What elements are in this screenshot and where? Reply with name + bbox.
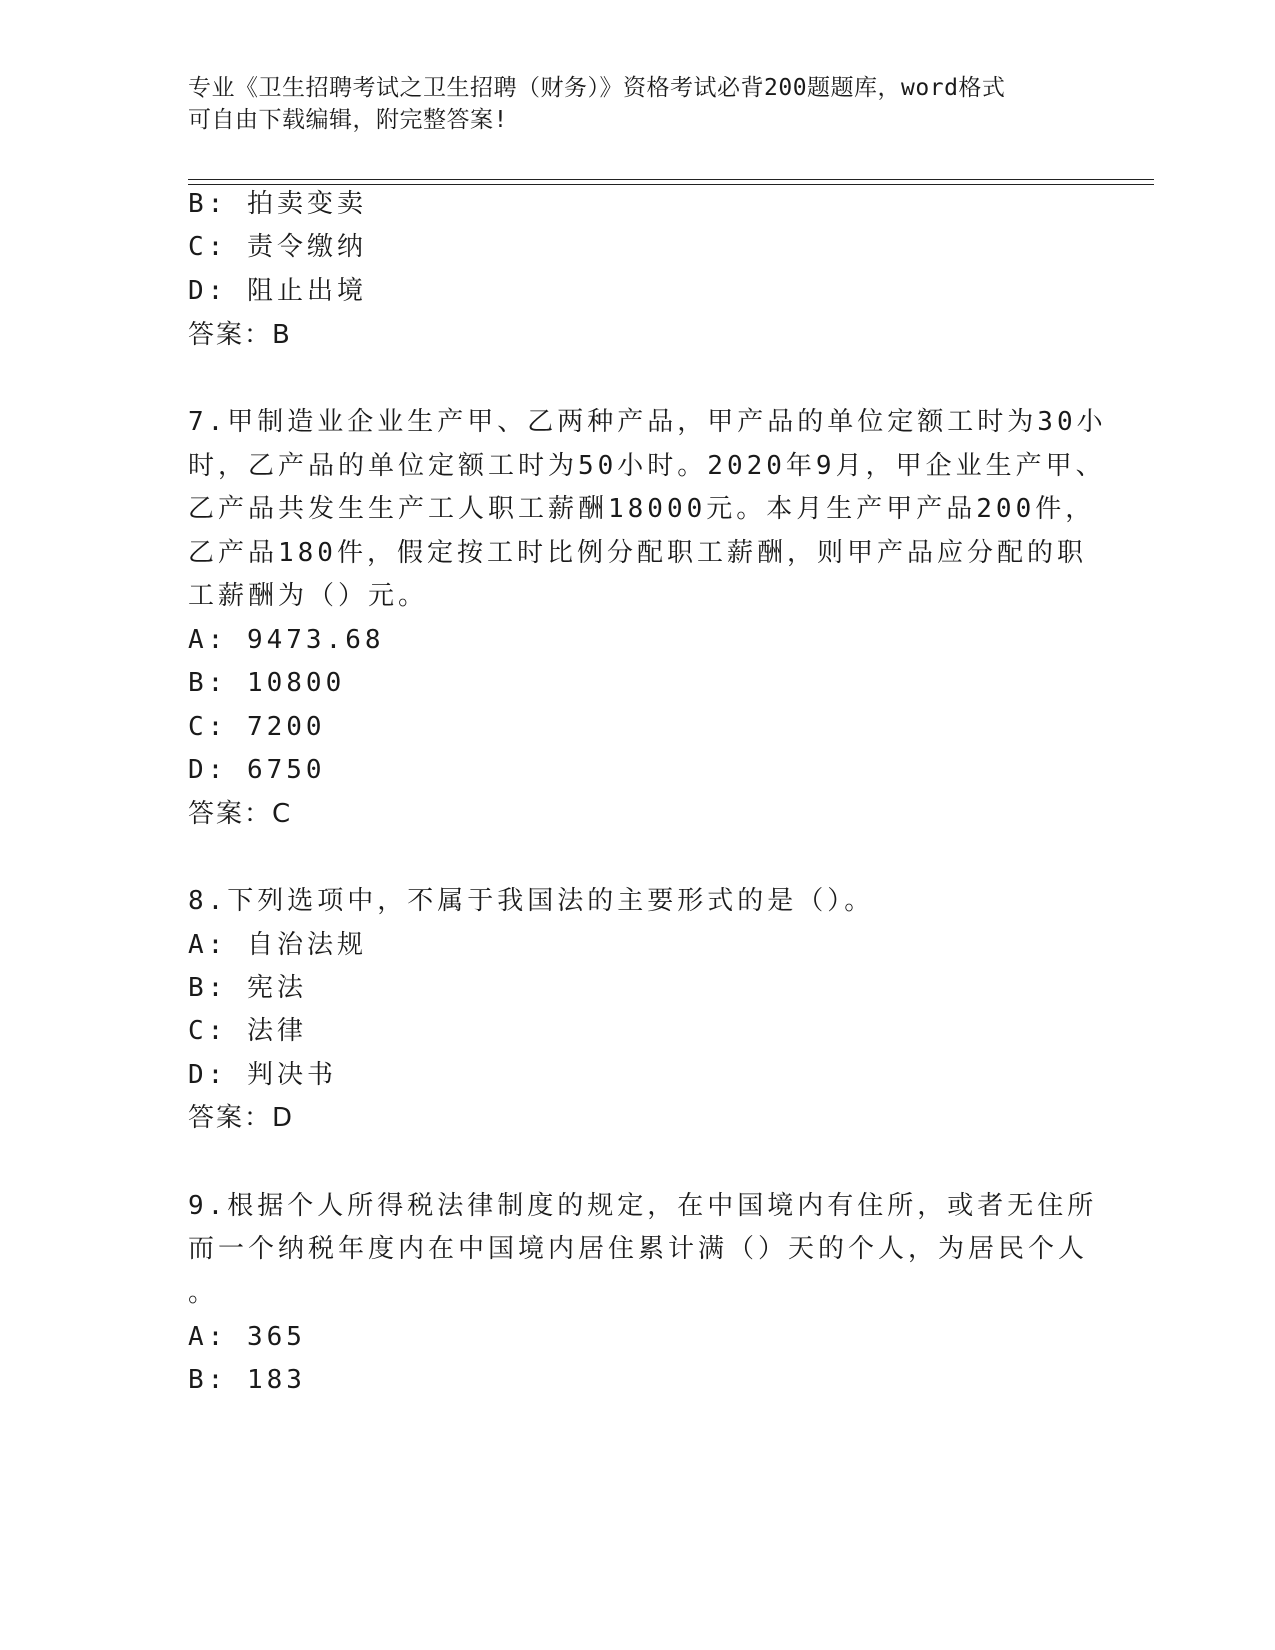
q7-answer: 答案：C [188,799,293,829]
q7-stem-line-3: 乙产品共发生生产工人职工薪酬18000元。本月生产甲产品200件， [188,494,1096,524]
q8-option-d: D: 判决书 [188,1060,337,1090]
q8-option-a: A: 自治法规 [188,930,367,960]
q8-stem: 8.下列选项中，不属于我国法的主要形式的是（）。 [188,886,875,916]
q9-stem-line-3: 。 [188,1278,219,1308]
q9-option-b: B: 183 [188,1365,306,1395]
q9-option-a: A: 365 [188,1322,306,1352]
q6-option-b: B: 拍卖变卖 [188,189,367,219]
q8-option-c: C: 法律 [188,1016,307,1046]
header-divider-top [188,179,1154,180]
q9-stem-line-2: 而一个纳税年度内在中国境内居住累计满（）天的个人，为居民个人 [188,1234,1089,1264]
q7-option-b: B: 10800 [188,668,346,698]
q6-option-d: D: 阻止出境 [188,276,367,306]
document-header [188,72,1068,136]
q8-answer: 答案：D [188,1103,295,1133]
q6-option-c: C: 责令缴纳 [188,232,367,262]
q8-option-b: B: 宪法 [188,973,307,1003]
q6-answer: 答案：B [188,320,292,350]
q7-option-c: C: 7200 [188,712,326,742]
q7-option-a: A: 9473.68 [188,625,385,655]
q7-stem-line-2: 时，乙产品的单位定额工时为50小时。2020年9月，甲企业生产甲、 [188,451,1106,481]
header-divider-bottom [188,184,1154,185]
header-line-2: 可自由下载编辑，附完整答案! [188,107,508,133]
header-line-1: 专业《卫生招聘考试之卫生招聘（财务）》资格考试必背200题题库，word格式 [188,75,1006,101]
q9-stem-line-1: 9.根据个人所得税法律制度的规定，在中国境内有住所，或者无住所 [188,1191,1098,1221]
q7-stem-line-1: 7.甲制造业企业生产甲、乙两种产品，甲产品的单位定额工时为30小 [188,407,1107,437]
q7-stem-line-5: 工薪酬为（）元。 [188,581,429,611]
q7-option-d: D: 6750 [188,755,326,785]
q7-stem-line-4: 乙产品180件，假定按工时比例分配职工薪酬，则甲产品应分配的职 [188,538,1087,568]
